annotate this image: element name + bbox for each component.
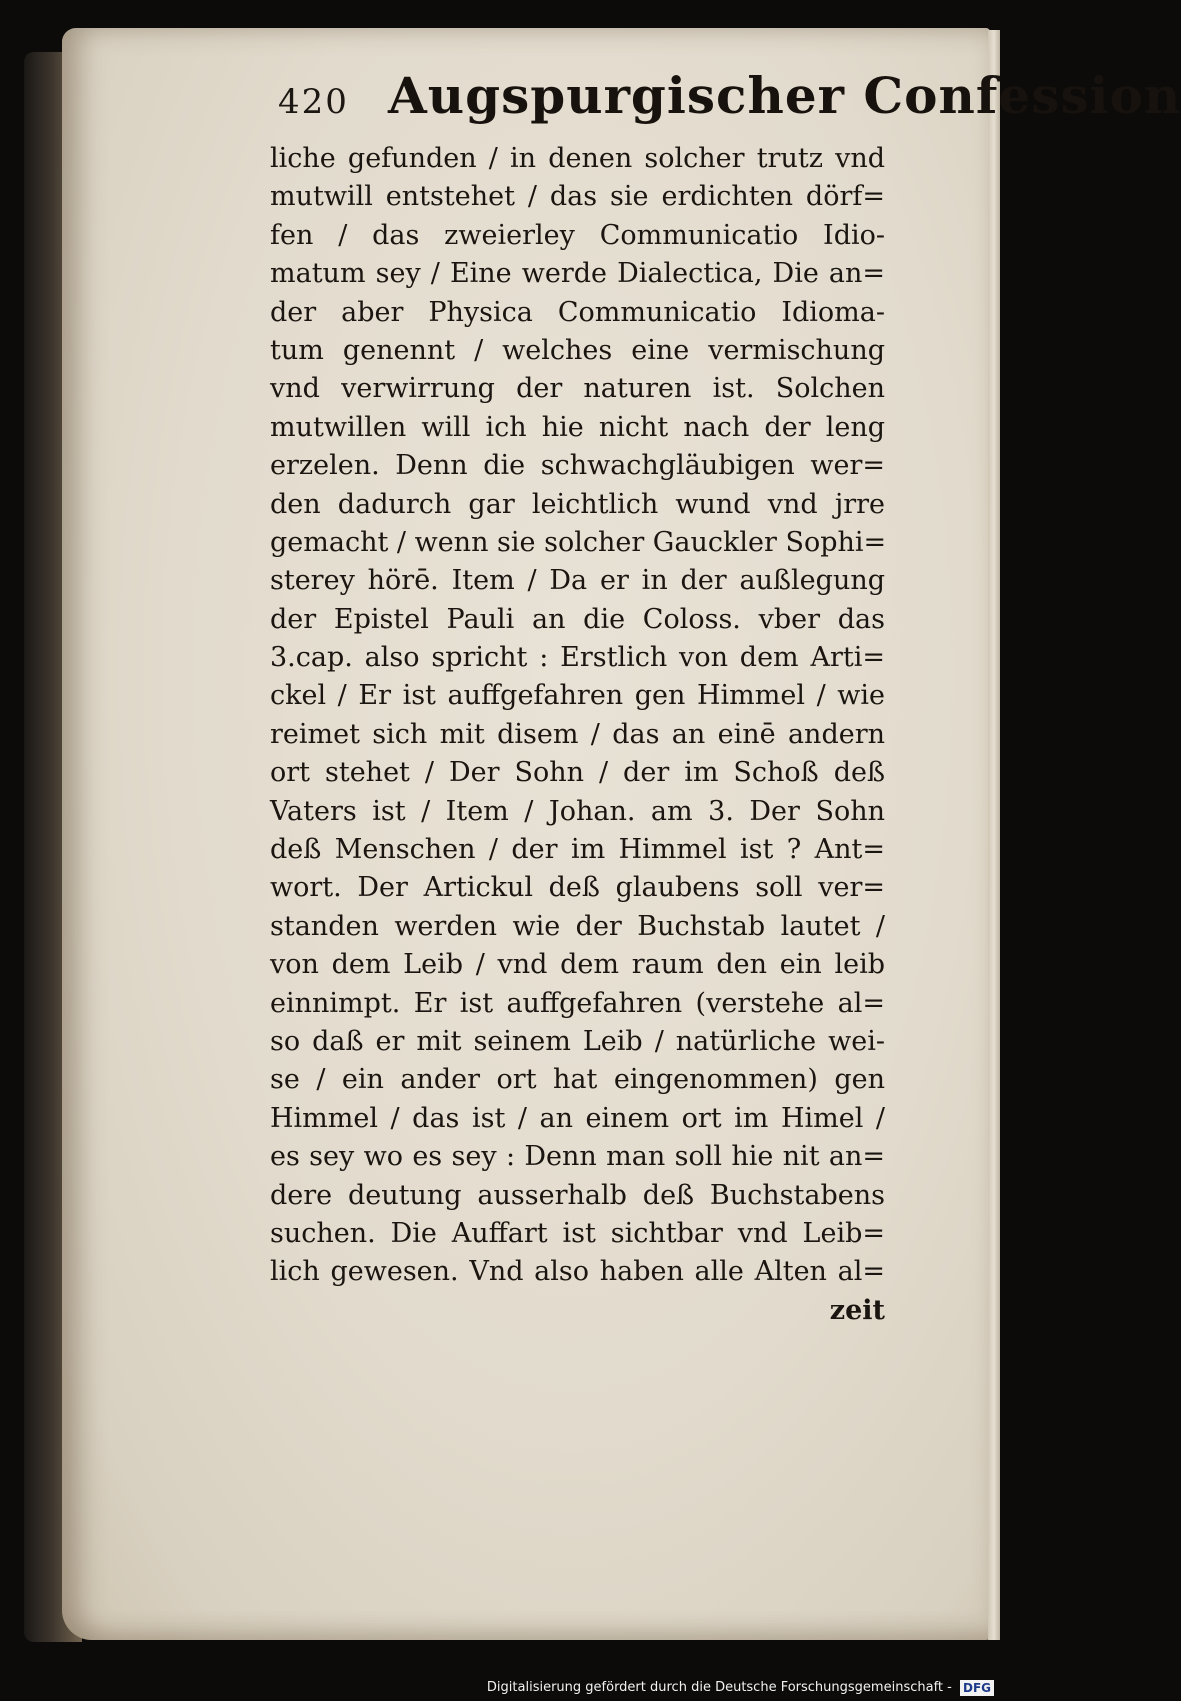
page-fore-edge: [988, 30, 1000, 1640]
text-line: der Epistel Pauli an die Coloss. vber das: [270, 603, 885, 635]
text-line: lich gewesen. Vnd also haben alle Alten al=: [270, 1256, 885, 1288]
text-block: [270, 140, 885, 1330]
text-line: liche gefunden / in denen solcher trutz vnd: [270, 143, 885, 174]
dfg-logo: DFG: [960, 1680, 994, 1696]
text-line: von dem Leib / vnd dem raum den ein leib: [270, 949, 885, 981]
text-line: gemacht / wenn sie solcher Gauckler Sophi=: [270, 526, 887, 558]
text-line: ort stehet / Der Sohn / der im Schoß deß: [270, 757, 885, 789]
text-line: 3.cap. also spricht : Erstlich von dem Arti=: [270, 642, 885, 674]
text-line: se / ein ander ort hat eingenommen) gen: [270, 1064, 885, 1096]
digitization-credit: [487, 1679, 994, 1697]
text-line: deß Menschen / der im Himmel ist ? Ant=: [270, 834, 885, 866]
text-line: Vaters ist / Item / Johan. am 3. Der Sohn: [270, 795, 885, 827]
text-line: standen werden wie der Buchstab lautet /: [270, 910, 885, 942]
text-line: vnd verwirrung der naturen ist. Solchen: [270, 373, 885, 405]
text-line: so daß er mit seinem Leib / natürliche wei-: [270, 1025, 885, 1057]
text-line: es sey wo es sey : Denn man soll hie nit an=: [270, 1141, 885, 1173]
text-line: erzelen. Denn die schwachgläubigen wer=: [270, 450, 885, 482]
text-line: einnimpt. Er ist auffgefahren (verstehe al=: [270, 987, 885, 1019]
text-line: ckel / Er ist auffgefahren gen Himmel / wie: [270, 680, 885, 712]
text-line: den dadurch gar leichtlich wund vnd jrre: [270, 488, 885, 520]
text-line: matum sey / Eine werde Dialectica, Die an=: [270, 258, 885, 290]
text-line: sterey hörē. Item / Da er in der außlegung: [270, 565, 885, 597]
text-line: fen / das zweierley Communicatio Idio-: [270, 219, 885, 251]
text-line: mutwillen will ich hie nicht nach der leng: [270, 411, 885, 443]
text-line: suchen. Die Auffart ist sichtbar vnd Leib=: [270, 1217, 885, 1249]
text-line: mutwill entstehet / das sie erdichten dörf=: [270, 181, 885, 213]
text-line: dere deutung ausserhalb deß Buchstabens: [270, 1179, 885, 1211]
text-line: wort. Der Artickul deß glaubens soll ver=: [270, 872, 885, 904]
text-line: tum genennt / welches eine vermischung: [270, 334, 885, 366]
running-title: Augspurgischer Confession: [388, 66, 1181, 125]
credit-text: Digitalisierung gefördert durch die Deutsche Forschungsgemeinschaft -: [486, 1680, 952, 1695]
text-line: Himmel / das ist / an einem ort im Himel /: [270, 1102, 885, 1134]
page-header: [248, 60, 1181, 140]
text-line: reimet sich mit disem / das an einē andern: [270, 718, 885, 750]
text-line: der aber Physica Communicatio Idioma-: [270, 296, 885, 328]
page-number: 420: [278, 82, 349, 122]
catchword: zeit: [829, 1294, 885, 1326]
